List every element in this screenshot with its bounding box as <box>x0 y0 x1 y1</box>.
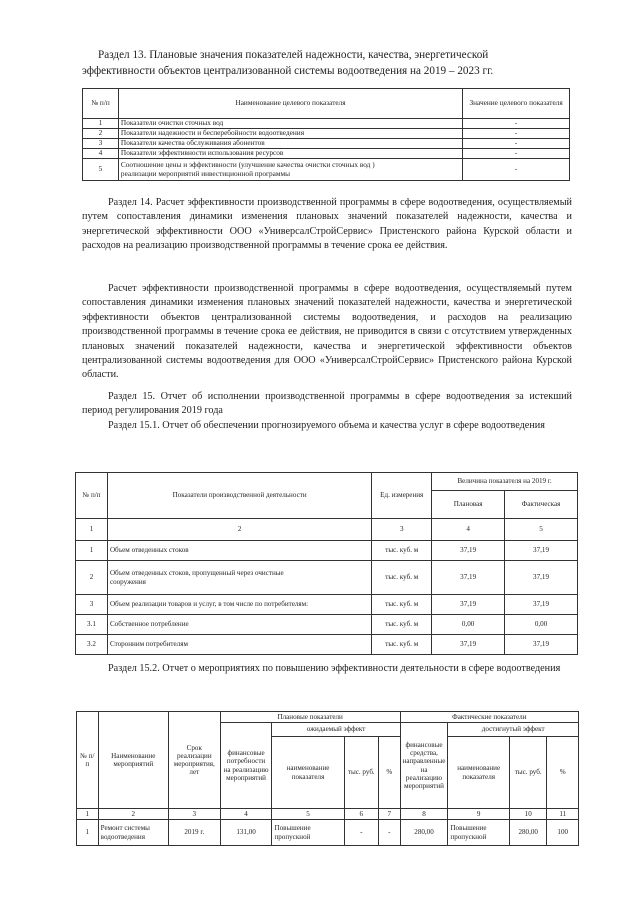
row-name-line1: Объем отведенных стоков, пропущенный через очистные <box>109 568 284 577</box>
row-num: 3.2 <box>76 635 108 655</box>
header-num: 3 <box>372 519 432 541</box>
row-term: 2019 г. <box>168 820 220 846</box>
measures-table <box>76 711 579 846</box>
row-plan-indicator: Повышение пропускной <box>272 820 344 846</box>
col-value-header: Значение целевого показателя <box>463 89 570 119</box>
fact-group-header: Фактические показатели <box>400 712 578 723</box>
fact-rub-header: тыс. руб. <box>509 737 547 809</box>
row-fact-pct: 100 <box>547 820 579 846</box>
table-header-row <box>76 473 578 491</box>
section15-1-heading: Раздел 15.1. Отчет об обеспечении прогнозируемого объема и качества услуг в сфере водоотведения <box>108 420 545 431</box>
plan-rub-header: тыс. руб. <box>344 737 378 809</box>
col-term-header: Срок реализации мероприятия, лет <box>168 712 220 809</box>
row-name: Собственное потребление <box>107 615 371 635</box>
header-num: 8 <box>400 809 448 820</box>
row-fact: 37,19 <box>505 595 578 615</box>
expected-effect-header: ожидаемый эффект <box>272 723 400 737</box>
section13-heading-line2-wrap <box>82 64 582 78</box>
row-num: 5 <box>83 159 119 181</box>
row-name: Ремонт системы водоотведения <box>98 820 168 846</box>
row-value: - <box>463 149 570 159</box>
col-name-header: Показатели производственной деятельности <box>107 473 371 519</box>
header-num: 1 <box>77 809 99 820</box>
fact-pct-header: % <box>547 737 579 809</box>
volume-table <box>75 472 578 655</box>
header-num: 5 <box>505 519 578 541</box>
row-value: - <box>463 129 570 139</box>
row-num: 1 <box>76 541 108 561</box>
table-row <box>83 159 570 181</box>
section15-heading: Раздел 15. Отчет об исполнении производственной программы в сфере водоотведения за истекший период регулирования 2019 года <box>82 391 572 417</box>
header-num: 10 <box>509 809 547 820</box>
col-fact-header: Фактическая <box>505 491 578 519</box>
row-plan-fin: 131,00 <box>220 820 272 846</box>
header-num: 9 <box>448 809 510 820</box>
section13-heading <box>98 48 578 62</box>
col-num-header: № п/п <box>76 473 108 519</box>
row-num: 3.1 <box>76 615 108 635</box>
row-name: Показатели надежности и бесперебойности водоотведения <box>118 129 462 139</box>
row-name: Сторонним потребителям <box>107 635 371 655</box>
table-row <box>77 820 579 846</box>
achieved-effect-header: достигнутый эффект <box>448 723 579 737</box>
row-name: Показатели эффективности использования ресурсов <box>118 149 462 159</box>
row-plan-rub: - <box>344 820 378 846</box>
header-num: 11 <box>547 809 579 820</box>
table-header-row <box>77 712 579 723</box>
header-num: 5 <box>272 809 344 820</box>
section15-2-heading: Раздел 15.2. Отчет о мероприятиях по повышению эффективности деятельности в сфере водоотведения <box>108 663 561 674</box>
row-plan: 37,19 <box>432 541 505 561</box>
row-name: Объем отведенных стоков <box>107 541 371 561</box>
row-value: - <box>463 159 570 181</box>
table-row <box>83 139 570 149</box>
col-num-header: № п/п <box>83 89 119 119</box>
row-name <box>107 561 371 595</box>
fact-fin-header: финансовые средства, направленные на реализацию мероприятий <box>400 723 448 809</box>
table-row <box>83 119 570 129</box>
row-fact: 37,19 <box>505 561 578 595</box>
header-num: 1 <box>76 519 108 541</box>
row-unit: тыс. куб. м <box>372 615 432 635</box>
table-row <box>76 615 578 635</box>
row-num: 1 <box>83 119 119 129</box>
row-unit: тыс. куб. м <box>372 635 432 655</box>
row-num: 4 <box>83 149 119 159</box>
header-num: 7 <box>379 809 401 820</box>
row-num: 2 <box>83 129 119 139</box>
section14-paragraph2: Расчет эффективности производственной программы в сфере водоотведения, осуществляемый путем сопоставления динамики изменения плановых значений показателей надежности, качества и энергетической эффективности объектов централизованной системы водоотведения, и расходов на реализацию производственной программы в течение срока ее действия, не приводится в связи с отсутствием утвержденных плановых значений показателей надежности, качества и энергетической эффективности объектов централизованной системы водоотведения для ООО «УниверсалСтройСервис» Пристенского района Курской области. <box>82 283 572 381</box>
row-fact-indicator: Повышение пропускной <box>448 820 510 846</box>
row-fact: 37,19 <box>505 541 578 561</box>
row-name: Показатели очистки сточных вод <box>118 119 462 129</box>
row-num: 2 <box>76 561 108 595</box>
table-row <box>83 149 570 159</box>
table-row <box>76 561 578 595</box>
row-plan: 37,19 <box>432 635 505 655</box>
fact-indicator-header: наименование показателя <box>448 737 510 809</box>
row-unit: тыс. куб. м <box>372 541 432 561</box>
header-num: 2 <box>98 809 168 820</box>
row-name <box>118 159 462 181</box>
row-num: 3 <box>76 595 108 615</box>
plan-group-header: Плановые показатели <box>220 712 400 723</box>
row-plan-pct: - <box>379 820 401 846</box>
header-nums-row <box>77 809 579 820</box>
row-name: Объем реализации товаров и услуг, в том числе по потребителям: <box>107 595 371 615</box>
row-value: - <box>463 139 570 149</box>
col-name-header: Наименование целевого показателя <box>118 89 462 119</box>
header-num: 3 <box>168 809 220 820</box>
targets-table <box>82 88 570 181</box>
table-header-row <box>83 89 570 119</box>
row-plan: 37,19 <box>432 561 505 595</box>
section14-paragraph1: Раздел 14. Расчет эффективности производственной программы в сфере водоотведения, осуществляемый путем сопоставления динамики изменения плановых значений показателей надежности, качества и энергетической эффективности ООО «УниверсалСтройСервис» Пристенского района Курской области и расходов на реализацию производственной программы в течение срока ее действия. <box>82 197 572 252</box>
table-row <box>76 541 578 561</box>
col-name-header: Наименование мероприятий <box>98 712 168 809</box>
row-value: - <box>463 119 570 129</box>
row-num: 1 <box>77 820 99 846</box>
row-name-line2: реализации мероприятий инвестиционной программы <box>120 168 291 178</box>
row-fact-rub: 280,00 <box>509 820 547 846</box>
col-num-header: № п/п <box>77 712 99 809</box>
row-fact: 0,00 <box>505 615 578 635</box>
table-row <box>83 129 570 139</box>
col-value-group-header: Величина показателя на 2019 г. <box>432 473 578 491</box>
header-num: 2 <box>107 519 371 541</box>
section13-heading-line2: эффективности объектов централизованной системы водоотведения на 2019 – 2023 гг. <box>82 65 494 77</box>
header-num: 6 <box>344 809 378 820</box>
header-nums-row <box>76 519 578 541</box>
plan-fin-header: финансовые потребности на реализацию мероприятий <box>220 723 272 809</box>
row-plan: 37,19 <box>432 595 505 615</box>
table-row <box>76 595 578 615</box>
header-num: 4 <box>432 519 505 541</box>
row-unit: тыс. куб. м <box>372 561 432 595</box>
section13-heading-line1: Раздел 13. Плановые значения показателей надежности, качества, энергетической <box>98 49 489 61</box>
plan-pct-header: % <box>379 737 401 809</box>
row-fact-fin: 280,00 <box>400 820 448 846</box>
row-num: 3 <box>83 139 119 149</box>
row-name-line1: Соотношение цены и эффективности (улучшение качества очистки сточных вод ) <box>120 160 375 170</box>
row-unit: тыс. куб. м <box>372 595 432 615</box>
header-num: 4 <box>220 809 272 820</box>
row-name-line2: сооружения <box>109 577 146 586</box>
row-name: Показатели качества обслуживания абонентов <box>118 139 462 149</box>
col-plan-header: Плановая <box>432 491 505 519</box>
table-row <box>76 635 578 655</box>
col-unit-header: Ед. измерения <box>372 473 432 519</box>
row-fact: 37,19 <box>505 635 578 655</box>
row-plan: 0,00 <box>432 615 505 635</box>
plan-indicator-header: наименование показателя <box>272 737 344 809</box>
